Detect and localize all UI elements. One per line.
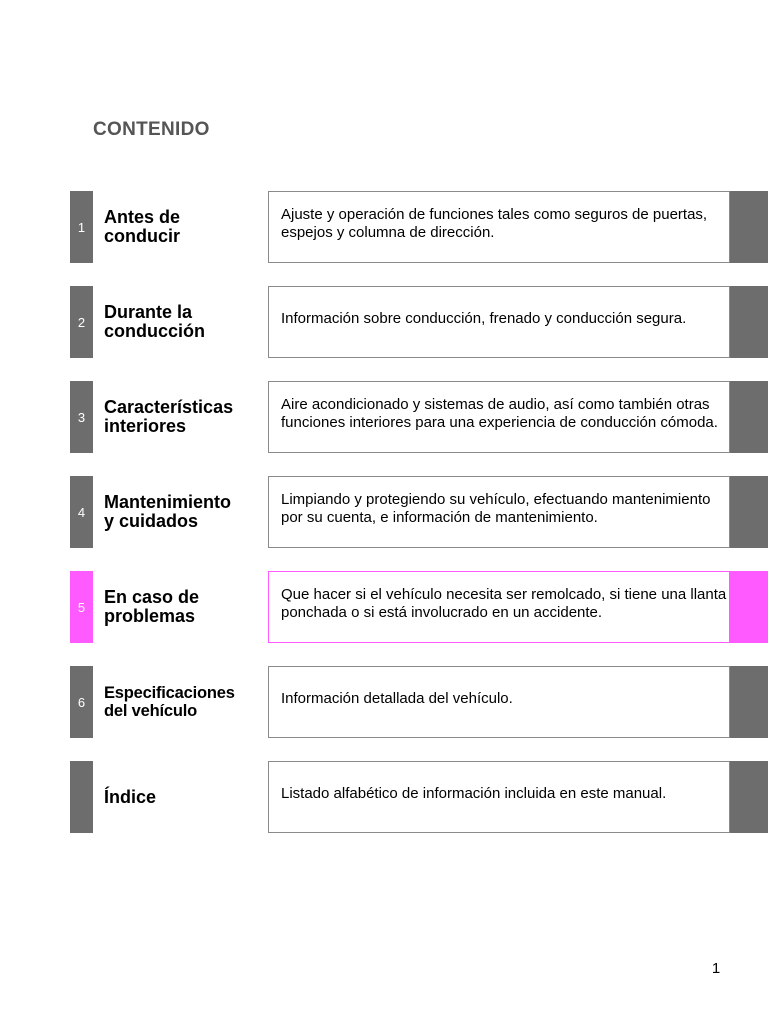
section-description-text: Listado alfabético de información incluida en este manual. — [281, 785, 667, 802]
toc-row-5[interactable] — [0, 571, 768, 643]
section-description — [268, 476, 730, 548]
page-number: 1 — [711, 960, 721, 977]
section-title[interactable] — [104, 381, 264, 453]
section-description — [268, 666, 730, 738]
section-title-line: Especificaciones — [104, 684, 235, 702]
section-title[interactable] — [104, 286, 264, 358]
section-title-line: del vehículo — [104, 702, 197, 720]
section-number-tab[interactable]: 5 — [70, 571, 93, 643]
toc-row-6[interactable] — [0, 666, 768, 738]
toc-row-3[interactable] — [0, 381, 768, 453]
section-title-line: conducir — [104, 226, 181, 246]
section-description — [268, 191, 730, 263]
table-of-contents — [0, 191, 768, 856]
section-description — [268, 286, 730, 358]
section-title[interactable] — [104, 666, 264, 738]
toc-row-4[interactable] — [0, 476, 768, 548]
section-title-line: Características — [104, 397, 234, 417]
section-title[interactable] — [104, 571, 264, 643]
section-side-tab[interactable] — [730, 571, 768, 643]
section-description-text: Información detallada del vehículo. — [281, 690, 513, 707]
section-title-line: problemas — [104, 606, 196, 626]
toc-row-index[interactable] — [0, 761, 768, 833]
section-number-tab[interactable]: 2 — [70, 286, 93, 358]
section-title[interactable] — [104, 476, 264, 548]
section-number-tab[interactable]: 1 — [70, 191, 93, 263]
section-side-tab[interactable] — [730, 286, 768, 358]
section-side-tab[interactable] — [730, 191, 768, 263]
section-title-line: Antes de — [104, 207, 181, 227]
section-title-line: y cuidados — [104, 511, 199, 531]
section-title[interactable] — [104, 191, 264, 263]
toc-row-2[interactable] — [0, 286, 768, 358]
section-number-tab[interactable] — [70, 761, 93, 833]
section-side-tab[interactable] — [730, 476, 768, 548]
section-title[interactable] — [104, 761, 264, 833]
section-side-tab[interactable] — [730, 761, 768, 833]
section-title-line: En caso de — [104, 587, 200, 607]
section-side-tab[interactable] — [730, 381, 768, 453]
toc-row-1[interactable] — [0, 191, 768, 263]
section-description — [268, 761, 730, 833]
section-title-line: Mantenimiento — [104, 492, 232, 512]
section-number-tab[interactable]: 6 — [70, 666, 93, 738]
section-side-tab[interactable] — [730, 666, 768, 738]
section-title-line: interiores — [104, 416, 187, 436]
section-number-tab[interactable]: 3 — [70, 381, 93, 453]
section-description-text: Aire acondicionado y sistemas de audio, así como también otras funciones interiores para una experiencia de conducción cómoda. — [281, 396, 718, 431]
section-description-text: Ajuste y operación de funciones tales como seguros de puertas, espejos y columna de dirección. — [281, 206, 708, 241]
section-description — [268, 571, 730, 643]
section-description-text: Limpiando y protegiendo su vehículo, efectuando mantenimiento por su cuenta, e información de mantenimiento. — [281, 491, 711, 526]
section-description — [268, 381, 730, 453]
section-title-line: conducción — [104, 321, 206, 341]
section-number-tab[interactable]: 4 — [70, 476, 93, 548]
section-description-text: Información sobre conducción, frenado y conducción segura. — [281, 310, 687, 327]
section-title-line: Durante la — [104, 302, 193, 322]
section-title-line: Índice — [104, 786, 157, 807]
page-title: CONTENIDO — [93, 119, 210, 140]
section-description-text: Que hacer si el vehículo necesita ser remolcado, si tiene una llanta ponchada o si está involucrado en un accidente. — [281, 586, 727, 621]
